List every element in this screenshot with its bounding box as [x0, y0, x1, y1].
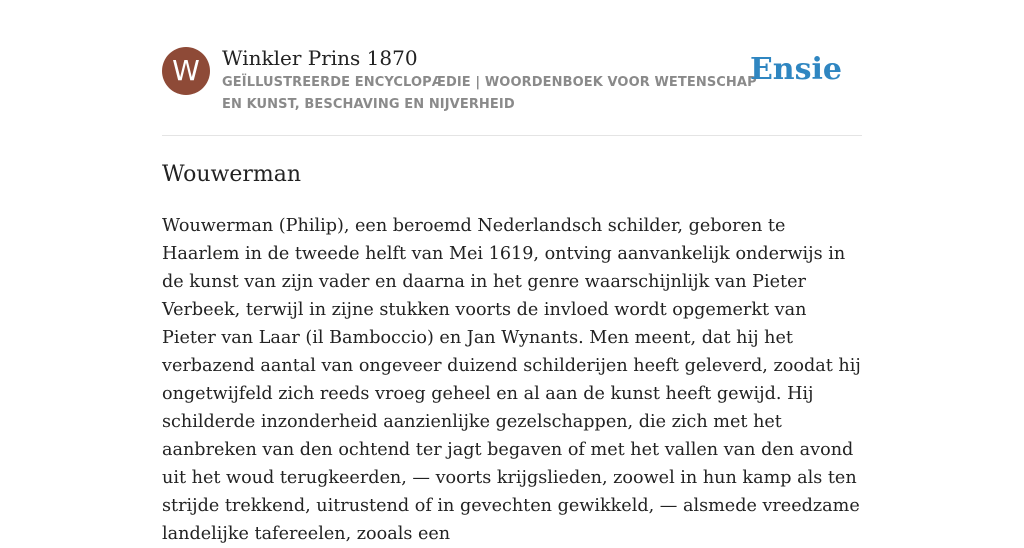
- ensie-logo-link[interactable]: Ensie: [749, 52, 842, 87]
- entry-title: Wouwerman: [162, 162, 302, 187]
- book-header: [162, 46, 862, 116]
- book-title[interactable]: Winkler Prins 1870: [222, 46, 418, 70]
- book-avatar[interactable]: W: [162, 47, 210, 95]
- book-subtitle: GEÏLLUSTREERDE ENCYCLOPÆDIE | WOORDENBOEK VOOR WETENSCHAP EN KUNST, BESCHAVING EN NIJVERHEID: [222, 75, 757, 112]
- entry-body: Wouwerman (Philip), een beroemd Nederlandsch schilder, geboren te Haarlem in de tweede helft van Mei 1619, ontving aanvankelijk onderwijs in de kunst van zijn vader en daarna in het genre waarschijnlijk van Pieter Verbeek, terwijl in zijne stukken voorts de invloed wordt opgemerkt van Pieter van Laar (il Bamboccio) en Jan Wynants. Men meent, dat hij het verbazend aantal van ongeveer duizend schilderijen heeft geleverd, zoodat hij ongetwijfeld zich reeds vroeg geheel en al aan de kunst heeft gewijd. Hij schilderde inzonderheid aanzienlijke gezelschappen, die zich met het aanbreken van den ochtend ter jagt begaven of met het vallen van den avond uit het woud terugkeerden, — voorts krijgslieden, zoowel in hun kamp als ten strijde trekkend, uitrustend of in gevechten gewikkeld, — alsmede vreedzame landelijke tafereelen, zooals een: [162, 216, 861, 544]
- header-divider: [162, 135, 862, 136]
